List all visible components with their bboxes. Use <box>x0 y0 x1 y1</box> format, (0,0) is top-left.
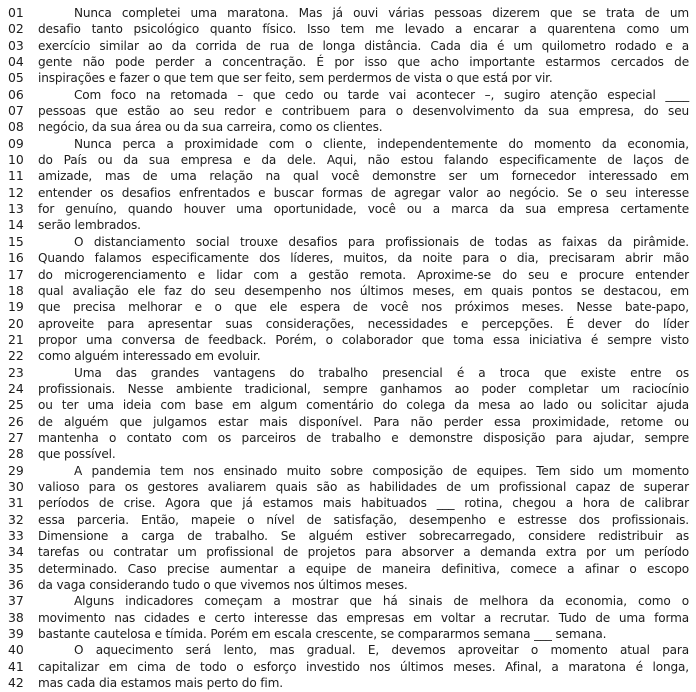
line-text: qual avaliação ele faz do seu desempenho nos últimos meses, em quais pontos se destacou, em <box>38 283 689 298</box>
line-text: que precisa melhorar e o que ele espera de você nos próximos meses. Nesse bate-papo, <box>38 300 689 315</box>
text-line <box>8 250 689 266</box>
line-text: do País ou da sua empresa e da dele. Aqui, não estou falando especificamente de laços de <box>38 153 689 168</box>
line-number: 12 <box>8 184 24 200</box>
line-number: 15 <box>8 233 24 249</box>
text-line <box>8 675 689 691</box>
text-line <box>8 642 689 658</box>
text-line <box>8 70 689 86</box>
line-text: Alguns indicadores começam a mostrar que há sinais de melhora da economia, como o <box>74 594 689 609</box>
line-number: 28 <box>8 446 24 462</box>
line-number: 18 <box>8 282 24 298</box>
line-text: exercício similar ao da corrida de rua de longa distância. Cada dia é um quilometro rodado e a <box>38 38 689 53</box>
line-number: 11 <box>8 168 24 184</box>
line-number: 14 <box>8 217 24 233</box>
line-text: entender os desafios enfrentados e buscar formas de agregar valor ao negócio. Se o seu interesse <box>38 185 689 200</box>
line-number: 05 <box>8 70 24 86</box>
text-line <box>8 626 689 642</box>
text-line <box>8 119 689 135</box>
line-text: de alguém que julgamos estar mais disponível. Para não perder essa proximidade, retome ou <box>38 414 689 429</box>
text-line <box>8 5 689 21</box>
line-text: movimento nas cidades e certo interesse das empresas em voltar a recrutar. Tudo de uma forma <box>38 610 689 625</box>
line-number: 17 <box>8 266 24 282</box>
line-text: Nunca completei uma maratona. Mas já ouvi várias pessoas dizerem que se trata de um <box>74 6 689 20</box>
text-line <box>8 397 689 413</box>
text-line <box>8 544 689 560</box>
line-number: 09 <box>8 135 24 151</box>
text-line <box>8 659 689 675</box>
text-line <box>8 463 689 479</box>
text-line <box>8 561 689 577</box>
text-line <box>8 414 689 430</box>
line-number: 23 <box>8 364 24 380</box>
line-number: 07 <box>8 103 24 119</box>
line-number: 02 <box>8 21 24 37</box>
line-text: for genuíno, quando houver uma oportunidade, você ou a marca da sua empresa certamente <box>38 202 689 217</box>
line-text: A pandemia tem nos ensinado muito sobre composição de equipes. Tem sido um momento <box>74 463 689 478</box>
line-text: Quando falamos especificamente dos líderes, muitos, da noite para o dia, precisaram abrir mão <box>38 251 689 266</box>
text-line <box>8 495 689 511</box>
line-number: 34 <box>8 544 24 560</box>
line-text: determinado. Caso precise aumentar a equipe de maneira definitiva, comece a afinar o escopo <box>38 561 689 576</box>
text-line <box>8 234 689 250</box>
text-line <box>8 299 689 315</box>
text-line <box>8 152 689 168</box>
text-line <box>8 103 689 119</box>
line-text: tarefas ou contratar um profissional de projetos para absorver a demanda extra por um período <box>38 545 689 560</box>
line-number: 04 <box>8 54 24 70</box>
line-number: 26 <box>8 413 24 429</box>
line-text: da vaga considerando tudo o que vivemos nos últimos meses. <box>38 578 408 593</box>
text-line <box>8 21 689 37</box>
line-number: 32 <box>8 511 24 527</box>
line-number: 19 <box>8 299 24 315</box>
line-number: 40 <box>8 642 24 658</box>
line-number: 37 <box>8 593 24 609</box>
line-number: 03 <box>8 37 24 53</box>
text-line <box>8 479 689 495</box>
text-line <box>8 348 689 364</box>
line-text: Dimensione a carga de trabalho. Se alguém estiver sobrecarregado, considere redistribuir as <box>38 529 689 543</box>
line-text: serão lembrados. <box>38 218 141 233</box>
text-line <box>8 87 689 103</box>
line-text: Uma das grandes vantagens do trabalho presencial é a troca que existe entre os <box>74 365 689 380</box>
line-text: valioso para os gestores avaliarem quais são as habilidades de um profissional capaz de superar <box>38 479 689 494</box>
line-number: 13 <box>8 201 24 217</box>
line-number: 16 <box>8 250 24 266</box>
text-line <box>8 610 689 626</box>
line-number: 20 <box>8 315 24 331</box>
line-number: 24 <box>8 380 24 396</box>
line-number: 33 <box>8 528 24 543</box>
text-line <box>8 430 689 446</box>
text-line <box>8 316 689 332</box>
text-line <box>8 365 689 381</box>
text-line <box>8 267 689 283</box>
line-number: 38 <box>8 609 24 625</box>
line-text: O distanciamento social trouxe desafios para profissionais de todas as faixas da pirâmide. <box>74 234 689 249</box>
text-line <box>8 528 689 544</box>
line-number: 36 <box>8 577 24 593</box>
line-text: capitalizar em cima de todo o esforço investido nos últimos meses. Afinal, a maratona é longa, <box>38 659 689 674</box>
line-text: períodos de crise. Agora que já estamos mais habituados ___ rotina, chegou a hora de calibrar <box>38 496 689 511</box>
text-line <box>8 38 689 54</box>
line-text: como alguém interessado em evoluir. <box>38 349 261 364</box>
line-text: Com foco na retomada – que cedo ou tarde vai acontecer –, sugiro atenção especial ____ <box>74 87 689 102</box>
line-number: 01 <box>8 5 24 20</box>
line-number: 39 <box>8 626 24 642</box>
line-number: 22 <box>8 348 24 364</box>
line-text: amizade, mas de uma relação na qual você demonstre ser um fornecedor interessado em <box>38 169 689 184</box>
line-text: desafio tanto psicológico quanto físico. Isso tem me levado a encarar a quarentena como um <box>38 22 689 37</box>
line-text: propor uma conversa de feedback. Porém, o colaborador que toma essa iniciativa é sempre visto <box>38 332 689 347</box>
line-number: 35 <box>8 560 24 576</box>
line-number: 08 <box>8 119 24 135</box>
text-line <box>8 201 689 217</box>
line-number: 25 <box>8 397 24 413</box>
text-line <box>8 54 689 70</box>
line-number: 06 <box>8 86 24 102</box>
text-line <box>8 577 689 593</box>
line-text: aproveite para apresentar suas considerações, necessidades e percepções. É dever do líder <box>38 316 689 331</box>
line-number: 21 <box>8 331 24 347</box>
line-text: mantenha o contato com os parceiros de trabalho e demonstre disposição para ajudar, sempre <box>38 430 689 445</box>
line-text: Nunca perca a proximidade com o cliente, independentemente do momento da economia, <box>74 136 689 151</box>
line-text: que possível. <box>38 447 116 462</box>
text-line <box>8 381 689 397</box>
line-number: 30 <box>8 478 24 494</box>
line-number: 27 <box>8 429 24 445</box>
text-line <box>8 136 689 152</box>
line-number: 42 <box>8 675 24 691</box>
text-line <box>8 332 689 348</box>
text-line <box>8 446 689 462</box>
line-text: bastante cautelosa e tímida. Porém em escala crescente, se compararmos semana ___ semana. <box>38 627 607 642</box>
text-line <box>8 168 689 184</box>
line-text: pessoas que estão ao seu redor e contribuem para o desenvolvimento da sua empresa, do seu <box>38 104 689 119</box>
line-text: profissionais. Nesse ambiente tradicional, sempre ganhamos ao poder completar um raciocínio <box>38 381 689 396</box>
line-text: do microgerenciamento e lidar com a gestão remota. Aproxime-se do seu e procure entender <box>38 267 689 282</box>
line-text: O aquecimento será lento, mas gradual. E, devemos aproveitar o momento atual para <box>74 643 689 658</box>
line-number: 41 <box>8 658 24 674</box>
line-text: gente não pode perder a concentração. É por isso que acho importante estarmos cercados de <box>38 55 689 70</box>
text-line <box>8 185 689 201</box>
line-text: inspirações e fazer o que tem que ser feito, sem perdermos de vista o que está por vir. <box>38 71 553 86</box>
text-line <box>8 593 689 609</box>
text-line <box>8 283 689 299</box>
text-line <box>8 217 689 233</box>
line-text: essa parceria. Então, mapeie o nível de satisfação, desempenho e estresse dos profissionais. <box>38 512 689 527</box>
line-number: 10 <box>8 152 24 168</box>
text-line <box>8 512 689 528</box>
line-number: 29 <box>8 462 24 478</box>
line-text: negócio, da sua área ou da sua carreira, como os clientes. <box>38 120 383 135</box>
line-number: 31 <box>8 495 24 511</box>
line-text: ou ter uma ideia com base em algum comentário do colega da mesa ao lado ou solicitar ajuda <box>38 398 689 413</box>
line-text: mas cada dia estamos mais perto do fim. <box>38 676 283 691</box>
